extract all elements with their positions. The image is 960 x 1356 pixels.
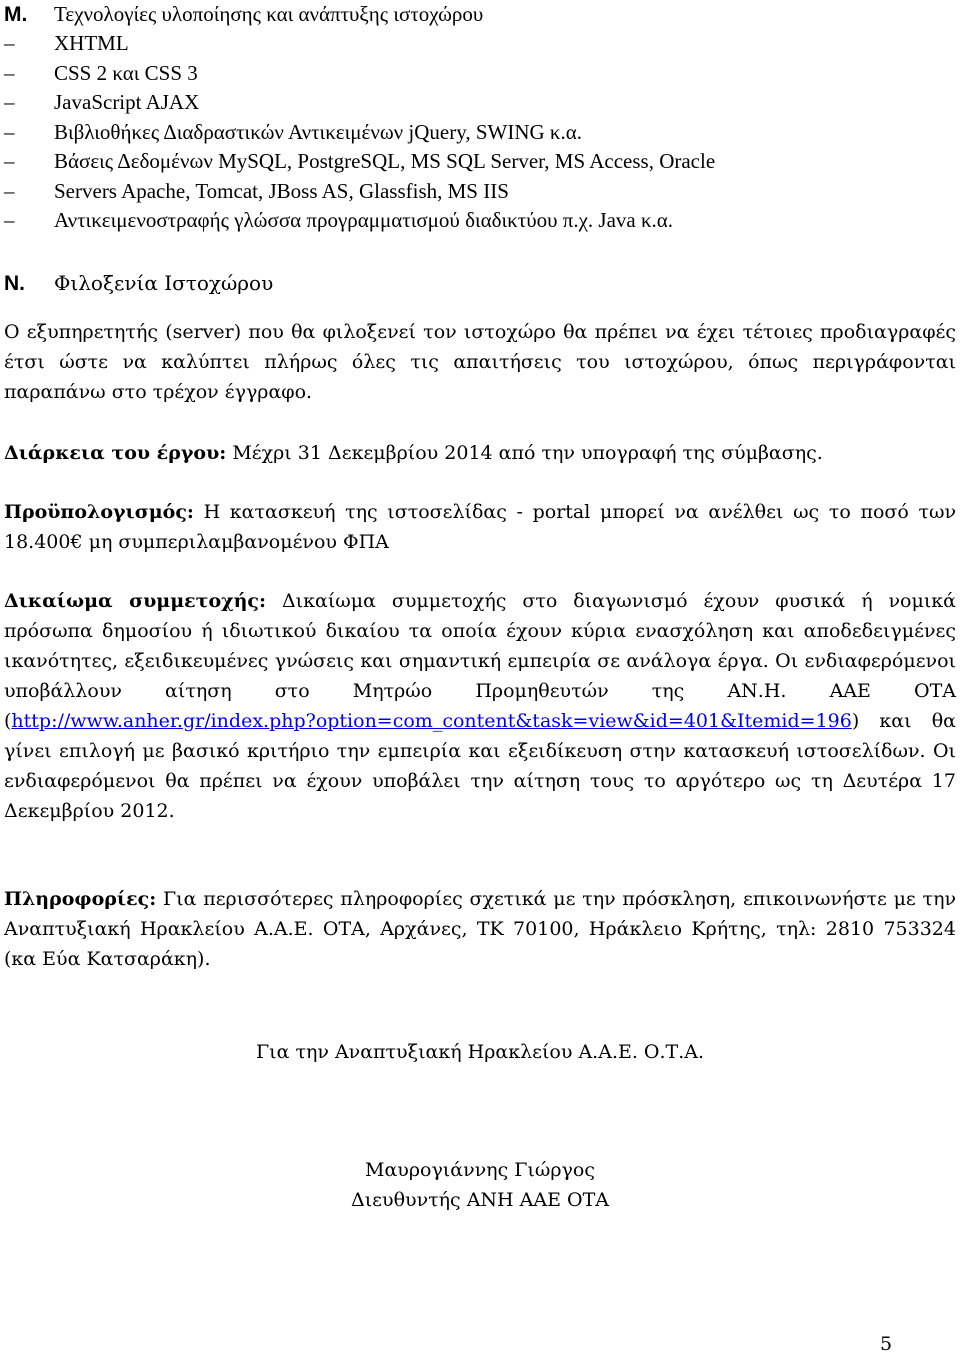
dash-bullet: – xyxy=(4,119,15,144)
eligibility-paragraph xyxy=(4,586,956,826)
list-item-text: JavaScript AJAX xyxy=(54,90,200,114)
dash-bullet: – xyxy=(4,178,15,203)
budget-text: Η κατασκευή της ιστοσελίδας - portal μπορεί να ανέλθει ως το ποσό των 18.400€ μη συμπεριλαμβανομένου ΦΠΑ xyxy=(4,501,956,553)
budget-paragraph xyxy=(4,497,956,557)
list-item xyxy=(0,118,940,148)
list-item-text: Βιβλιοθήκες Διαδραστικών Αντικειμένων jQuery, SWING κ.α. xyxy=(54,119,583,144)
hosting-paragraph: Ο εξυπηρετητής (server) που θα φιλοξενεί τον ιστοχώρο θα πρέπει να έχει τέτοιες προδιαγραφές έτσι ώστε να καλύπτει πλήρως όλες τις απαιτήσεις του ιστοχώρου, όπως περιγράφονται παραπάνω στο τρέχον έγγραφο. xyxy=(4,321,956,403)
dash-bullet: – xyxy=(4,60,15,85)
budget-label: Προϋπολογισμός: xyxy=(4,501,194,523)
section-m-heading xyxy=(0,0,940,29)
technology-list xyxy=(0,29,940,236)
info-text: Για περισσότερες πληροφορίες σχετικά με την πρόσκληση, επικοινωνήστε με την Αναπτυξιακή Ηρακλείου Α.Α.Ε. ΟΤΑ, Αρχάνες, ΤΚ 70100, Ηράκλειο Κρήτης, τηλ: 2810 753324 (κα Εύα Κατσαράκη). xyxy=(4,888,956,970)
section-n-heading xyxy=(0,268,273,298)
signature-role: Διευθυντής ΑΝΗ ΑΑΕ ΟΤΑ xyxy=(351,1189,609,1211)
signature-name: Μαυρογιάννης Γιώργος xyxy=(365,1159,595,1181)
dash-bullet: – xyxy=(4,90,15,114)
duration-text: Μέχρι 31 Δεκεμβρίου 2014 από την υπογραφή της σύμβασης. xyxy=(226,442,823,464)
section-n-title: Φιλοξενία Ιστοχώρου xyxy=(54,271,274,295)
section-m-letter: Μ. xyxy=(4,3,28,26)
list-item-text: Servers Apache, Tomcat, JBoss AS, Glassfish, MS IIS xyxy=(54,178,509,203)
list-item xyxy=(0,88,940,118)
dash-bullet: – xyxy=(4,31,15,55)
eligibility-label: Δικαίωμα συμμετοχής: xyxy=(4,590,267,612)
list-item xyxy=(0,177,940,207)
list-item-text: XHTML xyxy=(54,31,129,55)
list-item xyxy=(0,206,940,236)
info-paragraph xyxy=(4,884,956,974)
duration-paragraph xyxy=(4,438,956,468)
eligibility-text-2: ) και θα γίνει επιλογή με βασικό κριτήριο την εμπειρία και εξειδίκευση στην κατασκευή ιστοσελίδων. Οι ενδιαφερόμενοι θα πρέπει να έχουν υποβάλει την αίτηση τους το αργότερο ως τη Δευτέρα 17 Δεκεμβρίου 2012. xyxy=(4,710,956,822)
page-number: 5 xyxy=(880,1333,893,1355)
info-label: Πληροφορίες: xyxy=(4,888,157,910)
dash-bullet: – xyxy=(4,149,15,173)
list-item xyxy=(0,59,940,89)
list-item-text: Βάσεις Δεδομένων MySQL, PostgreSQL, MS SQL Server, MS Access, Oracle xyxy=(54,149,716,173)
section-n-letter: Ν. xyxy=(4,272,25,295)
list-item-text: CSS 2 και CSS 3 xyxy=(54,60,198,85)
section-m xyxy=(0,0,940,236)
dash-bullet: – xyxy=(4,208,15,232)
registry-link[interactable]: http://www.anher.gr/index.php?option=com_content&task=view&id=401&Itemid=196 xyxy=(11,710,852,732)
section-m-title: Τεχνολογίες υλοποίησης και ανάπτυξης ιστοχώρου xyxy=(54,2,484,26)
signature-organization: Για την Αναπτυξιακή Ηρακλείου Α.Α.Ε. Ο.Τ.Α. xyxy=(255,1041,705,1063)
list-item-text: Αντικειμενοστραφής γλώσσα προγραμματισμού διαδικτύου π.χ. Java κ.α. xyxy=(54,208,674,232)
eligibility-text-1: Δικαίωμα συμμετοχής στο διαγωνισμό έχουν φυσικά ή νομικά πρόσωπα δημοσίου ή ιδιωτικού δικαίου τα οποία έχουν κύρια ενασχόληση και αποδεδειγμένες ικανότητες, εξειδικευμένες γνώσεις και σημαντική εμπειρία σε ανάλογα έργα. Οι ενδιαφερόμενοι υποβάλλουν αίτηση στο Μητρώο Προμηθευτών της ΑΝ.Η. ΑΑΕ ΟΤΑ ( xyxy=(4,590,956,732)
list-item xyxy=(0,29,940,59)
list-item xyxy=(0,147,940,177)
duration-label: Διάρκεια του έργου: xyxy=(4,442,227,464)
